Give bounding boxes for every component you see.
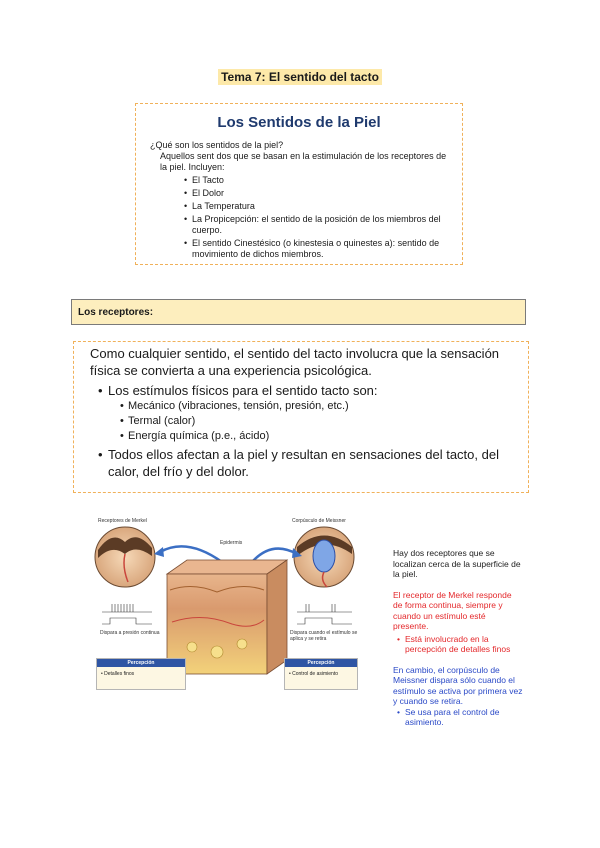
meissner-sublist	[393, 707, 523, 728]
perception-box-merkel	[96, 658, 186, 690]
merkel-paragraph: El receptor de Merkel responde de forma continua, siempre y cuando un estímulo esté presente.	[393, 589, 512, 631]
meissner-paragraph: En cambio, el corpúsculo de Meissner dispara sólo cuando el estímulo se activa por primera vez y cuando se retira.	[393, 664, 523, 706]
skin-senses-intro: Aquellos sent dos que se basan en la estimulación de los receptores de la piel. Incluyen:	[160, 151, 447, 172]
skin-block-top	[167, 560, 287, 574]
receptors-box	[73, 341, 529, 493]
skin-senses-title: Los Sentidos de la Piel	[217, 114, 381, 131]
fat-cell	[187, 642, 197, 652]
list-item: • Está involucrado en la percepción de detalles finos	[405, 634, 523, 655]
perception-box-meissner	[284, 658, 358, 690]
epidermis-label: Epidermis	[220, 540, 243, 546]
meissner-spikes	[306, 604, 335, 612]
meissner-label: Corpúsculo de Meissner	[292, 518, 346, 524]
receptor-paragraph-1: Hay dos receptores que se localizan cerca de la superficie de la piel.	[393, 548, 521, 579]
skin-block-side	[267, 560, 287, 674]
fat-cell	[237, 639, 247, 649]
list-item: • La Temperatura	[192, 201, 452, 212]
list-item: • Energía química (p.e., ácido)	[120, 429, 516, 444]
receptors-bullet-1: Los estímulos físicos para el sentido tacto son:	[108, 383, 378, 398]
skin-senses-list	[146, 175, 452, 260]
arrow-left-head	[154, 547, 164, 557]
page-title	[0, 70, 600, 84]
merkel-stimulus-trace	[102, 618, 152, 624]
receptor-description	[393, 548, 523, 738]
receptors-intro: Como cualquier sentido, el sentido del tacto involucra que la sensación física se convierta a una experiencia psicológica.	[90, 346, 500, 378]
meissner-caption: Dispara cuando el estímulo se aplica y se retira	[290, 630, 358, 642]
stimuli-sublist	[108, 399, 516, 444]
section-header-receptores: Los receptores:	[71, 299, 526, 325]
skin-senses-question: ¿Qué son los sentidos de la piel?	[150, 140, 284, 150]
perception-header: Percepción	[285, 659, 357, 667]
list-item: • Se usa para el control de asimiento.	[405, 707, 523, 728]
list-item: • Todos ellos afectan a la piel y resultan en sensaciones del tacto, del calor, del frío y del dolor.	[98, 446, 516, 480]
receptors-list	[90, 382, 516, 480]
perception-item: • Control de asimiento	[289, 671, 338, 677]
fat-cell	[211, 646, 223, 658]
merkel-sublist	[393, 634, 523, 655]
merkel-caption: Dispara a presión continua	[100, 630, 160, 636]
skin-senses-box	[135, 103, 463, 265]
meissner-corpuscle	[313, 540, 335, 572]
merkel-description	[393, 590, 523, 655]
list-item: • Mecánico (vibraciones, tensión, presión, etc.)	[120, 399, 516, 414]
perception-item: • Detalles finos	[101, 671, 135, 677]
list-item: • La Propicepción: el sentido de la posición de los miembros del cuerpo.	[192, 214, 452, 236]
meissner-description	[393, 665, 523, 728]
list-item: • Termal (calor)	[120, 414, 516, 429]
list-item: • El Tacto	[192, 175, 452, 186]
page-title-text: Tema 7: El sentido del tacto	[218, 69, 382, 85]
perception-header: Percepción	[97, 659, 185, 667]
skin-receptors-figure	[92, 512, 372, 712]
merkel-label: Receptores de Merkel	[98, 518, 147, 524]
list-item	[98, 382, 516, 444]
meissner-stimulus-trace	[297, 618, 352, 624]
list-item: • El Dolor	[192, 188, 452, 199]
list-item: • El sentido Cinestésico (o kinestesia o quinestes a): sentido de movimiento de dichos miembros.	[192, 238, 452, 260]
merkel-spikes	[112, 604, 133, 612]
